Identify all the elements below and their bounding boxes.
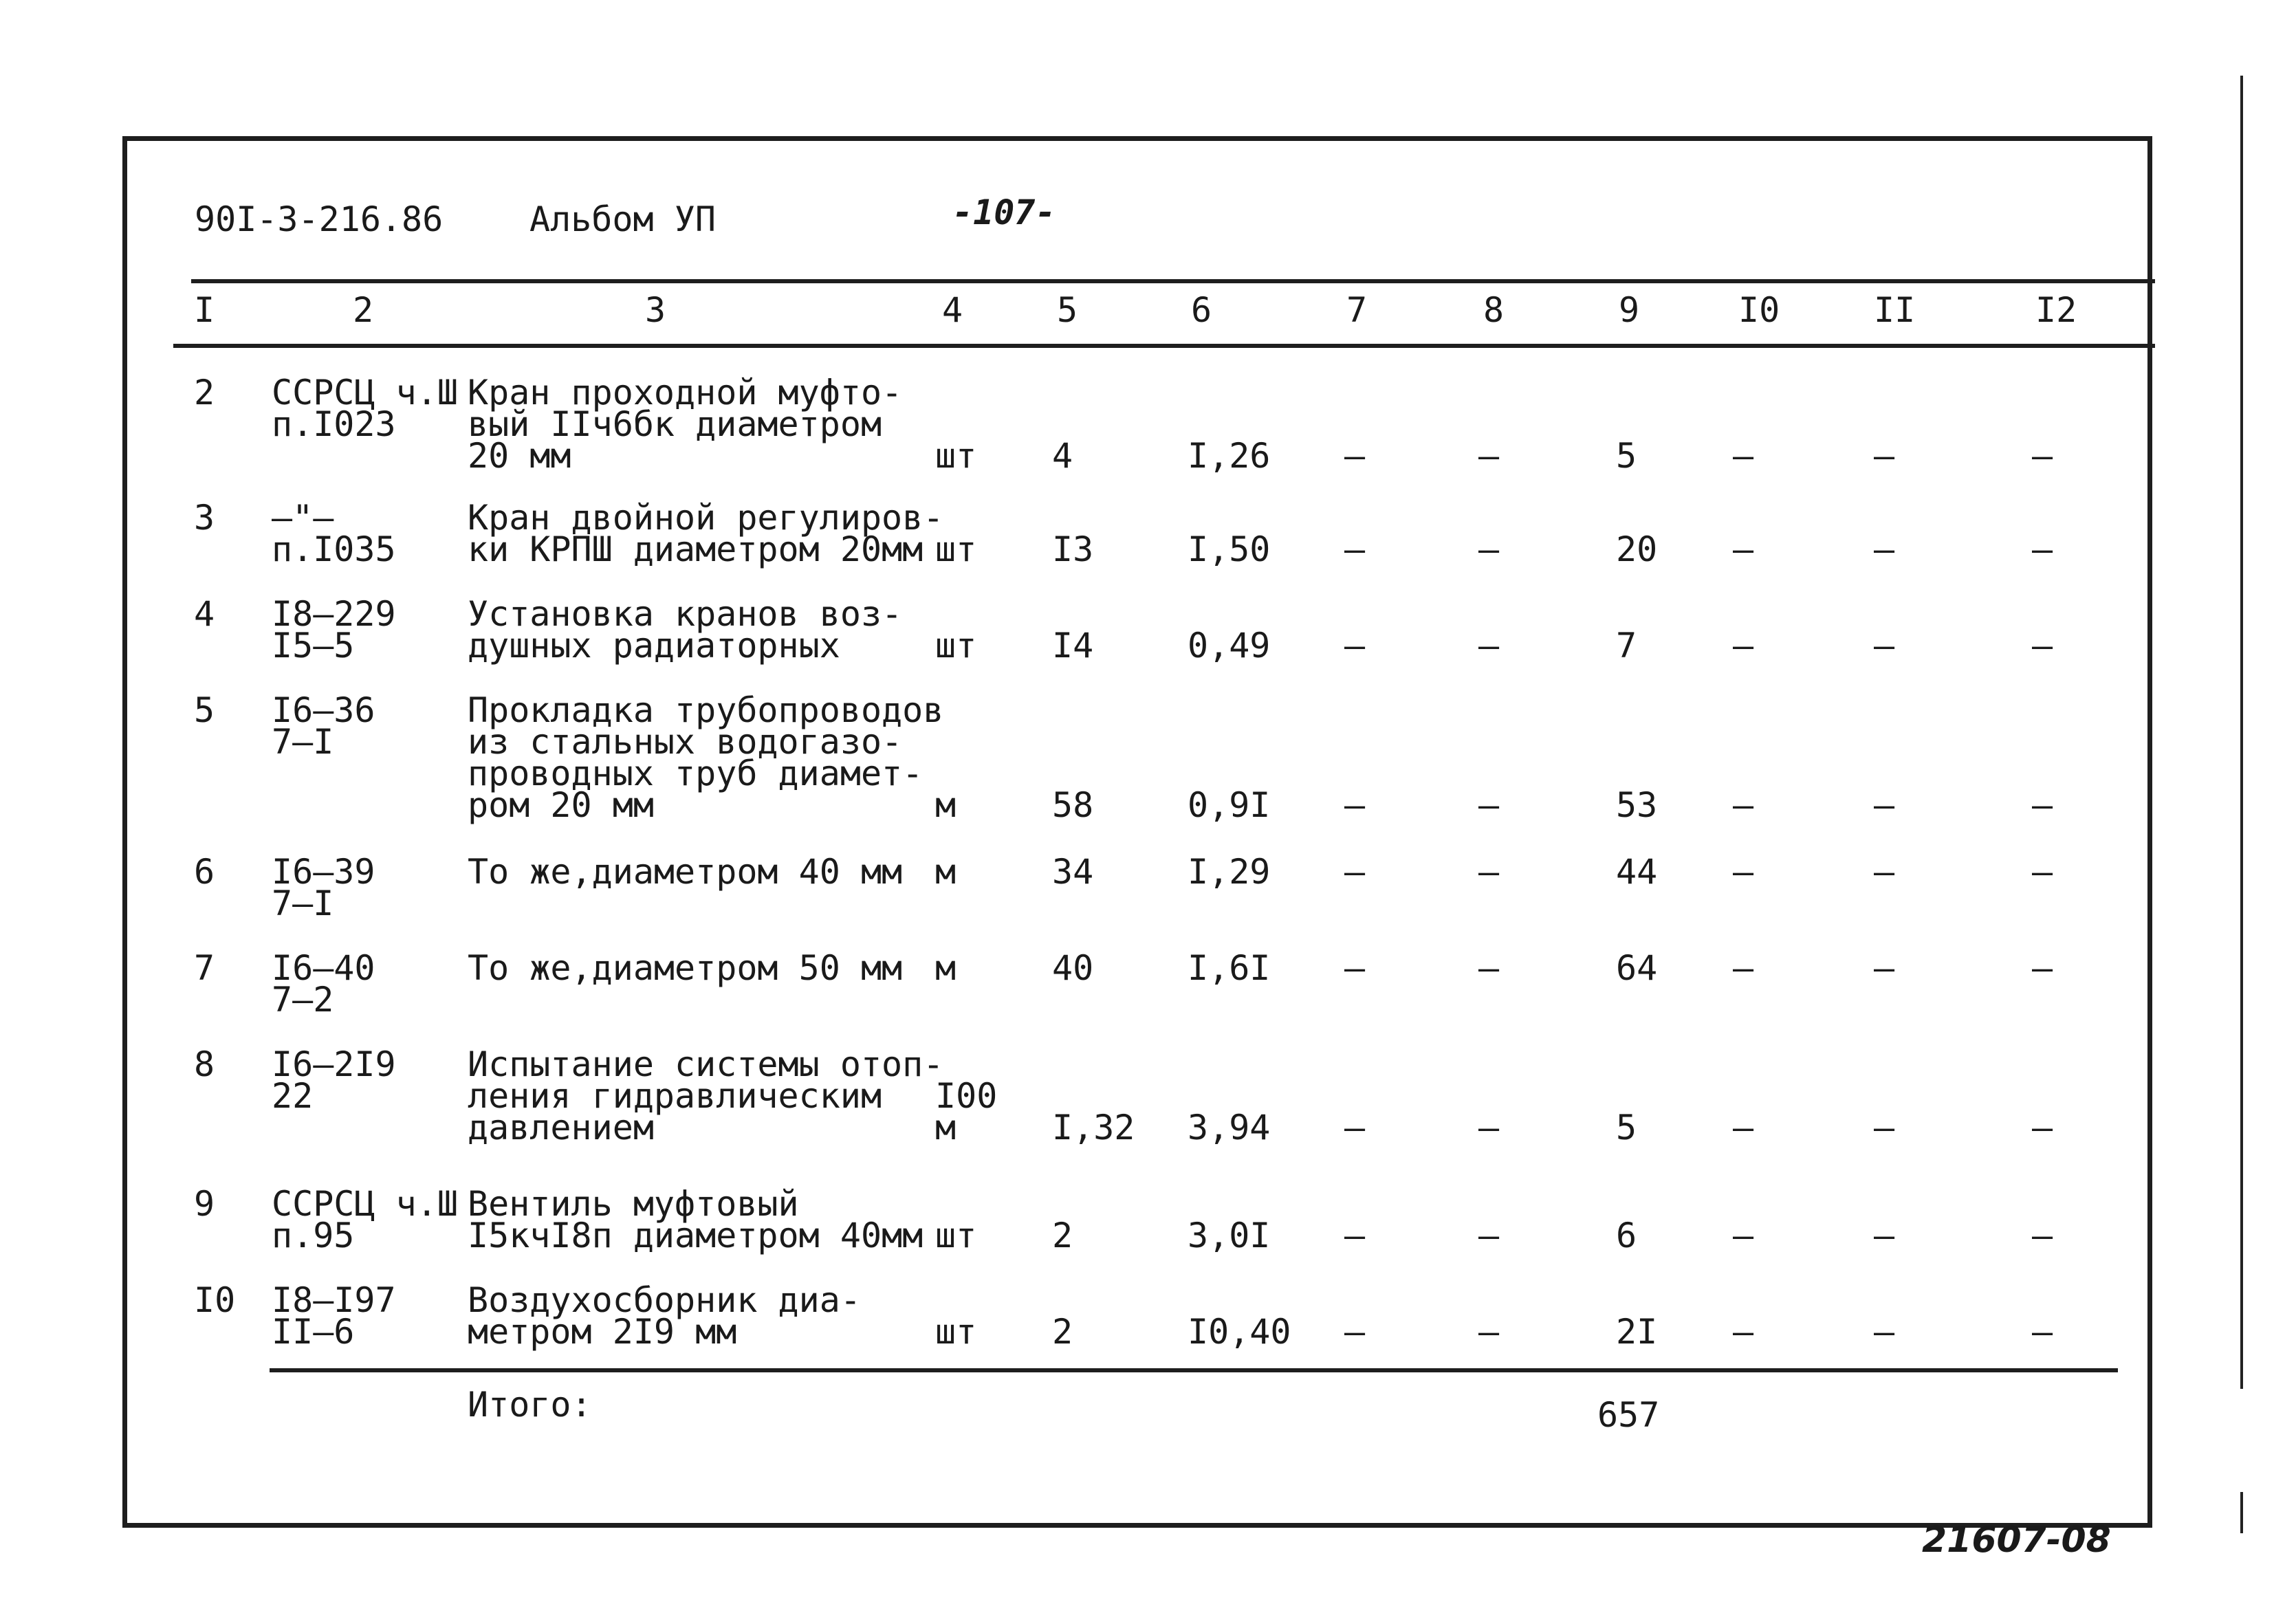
row-ref-2: п.95 xyxy=(272,1216,355,1255)
row-qty: 40 xyxy=(1052,948,1094,988)
row-col10: – xyxy=(1733,852,1754,892)
row-name-line: 20 мм xyxy=(468,436,571,476)
row-qty: 34 xyxy=(1052,852,1094,892)
row-col10: – xyxy=(1733,529,1754,569)
row-qty: 58 xyxy=(1052,785,1094,825)
row-name-line: душных радиаторных xyxy=(468,626,840,666)
row-col8: – xyxy=(1478,1108,1500,1148)
row-col7: – xyxy=(1344,1312,1366,1352)
row-ref-2: II–6 xyxy=(272,1312,355,1352)
row-price: I0,40 xyxy=(1188,1312,1291,1352)
row-col11: – xyxy=(1874,626,1895,666)
row-name-line: из стальных водогазо- xyxy=(468,722,903,762)
row-name-line: То же,диаметром 50 мм xyxy=(468,948,903,988)
row-name-line: ления гидравлическим xyxy=(468,1076,882,1116)
row-number: 4 xyxy=(194,594,215,634)
row-number: 6 xyxy=(194,852,215,892)
row-col7: – xyxy=(1344,948,1366,988)
row-ref-1: I8–I97 xyxy=(272,1280,396,1320)
row-price: 3,0I xyxy=(1188,1216,1271,1255)
row-col11: – xyxy=(1874,529,1895,569)
row-name-line: Установка кранов воз- xyxy=(468,594,903,634)
row-col9: 5 xyxy=(1616,436,1637,476)
row-qty: I3 xyxy=(1052,529,1094,569)
row-price: I,6I xyxy=(1188,948,1271,988)
row-col10: – xyxy=(1733,1216,1754,1255)
right-margin-line xyxy=(2240,76,2243,1389)
row-col12: – xyxy=(2032,1108,2053,1148)
row-col10: – xyxy=(1733,785,1754,825)
row-name-line: метром 2I9 мм xyxy=(468,1312,737,1352)
row-number: 5 xyxy=(194,690,215,730)
row-name-line: Прокладка трубопроводов xyxy=(468,690,944,730)
row-price: 0,49 xyxy=(1188,626,1271,666)
album-label: Альбом УП xyxy=(529,199,716,239)
column-header-10: I0 xyxy=(1738,290,1780,330)
row-col8: – xyxy=(1478,948,1500,988)
row-unit: м xyxy=(935,785,956,825)
row-col11: – xyxy=(1874,436,1895,476)
row-col9: 20 xyxy=(1616,529,1658,569)
document-code: 90I-3-216.86 xyxy=(195,199,444,239)
row-name-line: вый IIч6бк диаметром xyxy=(468,404,882,444)
row-ref-2: 7–I xyxy=(272,884,334,923)
row-name-line: То же,диаметром 40 мм xyxy=(468,852,903,892)
row-col7: – xyxy=(1344,436,1366,476)
row-unit: м xyxy=(935,948,956,988)
row-col12: – xyxy=(2032,785,2053,825)
row-col7: – xyxy=(1344,626,1366,666)
column-header-4: 4 xyxy=(942,290,963,330)
column-header-7: 7 xyxy=(1346,290,1368,330)
row-number: 9 xyxy=(194,1184,215,1224)
total-value: 657 xyxy=(1597,1395,1660,1435)
row-ref-2: 7–2 xyxy=(272,980,334,1020)
row-unit: I00 xyxy=(935,1076,998,1116)
column-header-2: 2 xyxy=(353,290,374,330)
row-price: I,29 xyxy=(1188,852,1271,892)
row-name-line: I5кчI8п диаметром 40мм xyxy=(468,1216,923,1255)
row-name-line: Вентиль муфтовый xyxy=(468,1184,799,1224)
row-price: 3,94 xyxy=(1188,1108,1271,1148)
row-col12: – xyxy=(2032,948,2053,988)
header-bottom-rule xyxy=(173,344,2155,348)
row-price: I,26 xyxy=(1188,436,1271,476)
table-bottom-rule xyxy=(270,1368,2118,1372)
total-label: Итого: xyxy=(468,1385,592,1425)
row-number: 8 xyxy=(194,1044,215,1084)
column-header-11: II xyxy=(1874,290,1916,330)
row-name-line: давлением xyxy=(468,1108,654,1148)
row-col11: – xyxy=(1874,1312,1895,1352)
header-top-rule xyxy=(191,279,2155,283)
row-ref-2: I5–5 xyxy=(272,626,355,666)
row-ref-1: ССРСЦ ч.Ш xyxy=(272,1184,458,1224)
row-unit: шт xyxy=(935,529,977,569)
row-qty: 2 xyxy=(1052,1216,1073,1255)
row-name-line: ки КРПШ диаметром 20мм xyxy=(468,529,923,569)
row-col10: – xyxy=(1733,436,1754,476)
row-ref-1: I6–39 xyxy=(272,852,375,892)
row-price: 0,9I xyxy=(1188,785,1271,825)
row-name-line: Испытание системы отоп- xyxy=(468,1044,944,1084)
column-header-6: 6 xyxy=(1191,290,1212,330)
row-col10: – xyxy=(1733,1312,1754,1352)
row-col12: – xyxy=(2032,626,2053,666)
page-number: -107- xyxy=(952,193,1056,232)
row-name-line: Кран двойной регулиров- xyxy=(468,498,944,538)
row-ref-1: –"– xyxy=(272,498,334,538)
row-col8: – xyxy=(1478,436,1500,476)
row-ref-1: I6–2I9 xyxy=(272,1044,396,1084)
row-col12: – xyxy=(2032,852,2053,892)
row-number: 3 xyxy=(194,498,215,538)
column-header-3: 3 xyxy=(645,290,666,330)
row-col12: – xyxy=(2032,1312,2053,1352)
footer-code: 21607-08 xyxy=(1922,1519,2111,1561)
row-col9: 5 xyxy=(1616,1108,1637,1148)
column-header-8: 8 xyxy=(1483,290,1505,330)
row-col12: – xyxy=(2032,1216,2053,1255)
row-col12: – xyxy=(2032,529,2053,569)
row-col9: 6 xyxy=(1616,1216,1637,1255)
row-name-line: Воздухосборник диа- xyxy=(468,1280,861,1320)
row-number: I0 xyxy=(194,1280,236,1320)
row-price: I,50 xyxy=(1188,529,1271,569)
row-name-line: ром 20 мм xyxy=(468,785,654,825)
row-col7: – xyxy=(1344,852,1366,892)
row-ref-1: ССРСЦ ч.Ш xyxy=(272,373,458,413)
row-col8: – xyxy=(1478,529,1500,569)
row-ref-2: 22 xyxy=(272,1076,314,1116)
row-col8: – xyxy=(1478,785,1500,825)
row-unit: м xyxy=(935,1108,956,1148)
row-col11: – xyxy=(1874,785,1895,825)
row-name-line: проводных труб диамет- xyxy=(468,754,923,793)
row-ref-2: 7–I xyxy=(272,722,334,762)
row-number: 2 xyxy=(194,373,215,413)
column-header-5: 5 xyxy=(1057,290,1078,330)
row-col8: – xyxy=(1478,852,1500,892)
row-col11: – xyxy=(1874,1216,1895,1255)
right-margin-tick xyxy=(2240,1492,2243,1533)
row-unit: шт xyxy=(935,626,977,666)
row-ref-1: I8–229 xyxy=(272,594,396,634)
row-ref-2: п.I023 xyxy=(272,404,396,444)
row-col8: – xyxy=(1478,626,1500,666)
row-col9: 7 xyxy=(1616,626,1637,666)
row-col9: 53 xyxy=(1616,785,1658,825)
row-col8: – xyxy=(1478,1312,1500,1352)
row-unit: м xyxy=(935,852,956,892)
column-header-12: I2 xyxy=(2035,290,2077,330)
row-number: 7 xyxy=(194,948,215,988)
column-header-9: 9 xyxy=(1619,290,1640,330)
row-col12: – xyxy=(2032,436,2053,476)
row-col7: – xyxy=(1344,529,1366,569)
row-col9: 2I xyxy=(1616,1312,1658,1352)
row-ref-1: I6–40 xyxy=(272,948,375,988)
row-qty: I,32 xyxy=(1052,1108,1135,1148)
row-ref-1: I6–36 xyxy=(272,690,375,730)
column-header-1: I xyxy=(194,290,215,330)
row-col7: – xyxy=(1344,1108,1366,1148)
row-col10: – xyxy=(1733,948,1754,988)
row-col7: – xyxy=(1344,785,1366,825)
row-ref-2: п.I035 xyxy=(272,529,396,569)
row-qty: 4 xyxy=(1052,436,1073,476)
row-qty: 2 xyxy=(1052,1312,1073,1352)
row-col11: – xyxy=(1874,1108,1895,1148)
row-col9: 44 xyxy=(1616,852,1658,892)
row-unit: шт xyxy=(935,1312,977,1352)
row-col10: – xyxy=(1733,1108,1754,1148)
row-unit: шт xyxy=(935,1216,977,1255)
row-col8: – xyxy=(1478,1216,1500,1255)
row-col10: – xyxy=(1733,626,1754,666)
row-col9: 64 xyxy=(1616,948,1658,988)
row-qty: I4 xyxy=(1052,626,1094,666)
row-name-line: Кран проходной муфто- xyxy=(468,373,903,413)
row-col7: – xyxy=(1344,1216,1366,1255)
row-col11: – xyxy=(1874,948,1895,988)
row-unit: шт xyxy=(935,436,977,476)
row-col11: – xyxy=(1874,852,1895,892)
